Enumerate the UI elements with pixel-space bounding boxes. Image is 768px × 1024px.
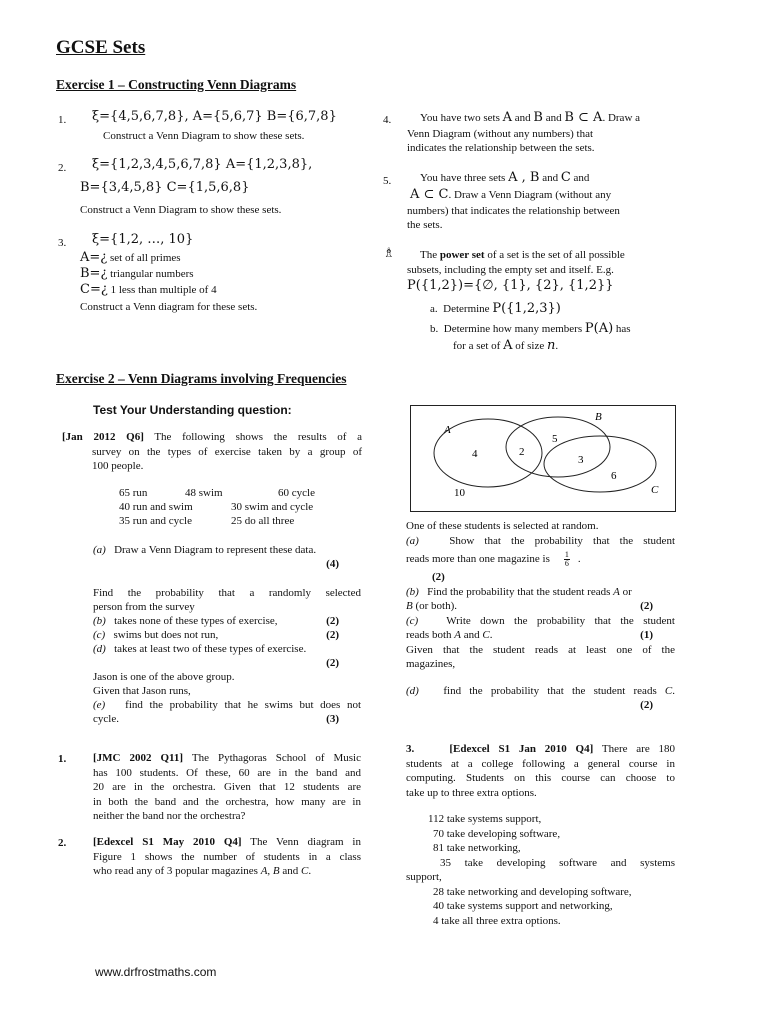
- q4-line2: Venn Diagram (without any numbers) that: [407, 128, 594, 140]
- q6-example-math: P({1,2})={∅, {1}, {2}, {1,2}}: [407, 278, 614, 293]
- ex2-q1-number: 1.: [58, 753, 67, 765]
- list-item: 70 take developing software,: [433, 827, 561, 840]
- venn-frame: [411, 406, 676, 512]
- venn-value-outside: 10: [454, 487, 465, 499]
- q3-line-b: B=¿ triangular numbers: [80, 266, 194, 281]
- q3-math: ξ={1,2, …, 10}: [92, 232, 194, 247]
- q5-line1: You have three sets A , B and C and: [420, 170, 590, 185]
- venn-label-a: A: [444, 424, 451, 436]
- venn-circle-c: [544, 436, 656, 492]
- ex2-q3-text: 3. [Edexcel S1 Jan 2010 Q4] There are 180 students at a college following a general course in computing. Students on this course can choose to take up to three extra options.: [406, 743, 675, 799]
- list-item: 40 take systems support and networking,: [433, 900, 613, 912]
- q2-text: Construct a Venn Diagram to show these sets.: [80, 204, 282, 216]
- ex2-q2-number: 2.: [58, 837, 67, 849]
- page-title: GCSE Sets: [56, 37, 146, 58]
- venn-label-c: C: [651, 484, 659, 496]
- q3-text: Construct a Venn diagram for these sets.: [80, 301, 258, 313]
- bishop-icon: ♗: [383, 245, 395, 260]
- q4-line1: You have two sets A and B and B ⊂ A. Draw a: [420, 110, 641, 125]
- list-item: 81 take networking,: [433, 842, 521, 854]
- q1-math: ξ={4,5,6,7,8}, A={5,6,7} B={6,7,8}: [92, 109, 337, 124]
- q1-text: Construct a Venn Diagram to show these sets.: [103, 130, 305, 142]
- q0-part-a: (a) Draw a Venn Diagram to represent these data. (4): [93, 544, 339, 570]
- venn-value-c-only: 6: [611, 470, 617, 482]
- exercise-2-heading: Exercise 2 – Venn Diagrams involving Frequencies: [56, 371, 347, 386]
- venn-value-ab: 2: [519, 446, 525, 458]
- venn-value-b-only: 5: [552, 433, 558, 445]
- list-item: 35 take developing software and systems: [440, 856, 675, 869]
- q0-intro: [Jan 2012 Q6] The following shows the results of a survey on the types of exercise taken by a group of 100 people.: [62, 431, 362, 472]
- list-item: 4 take all three extra options.: [433, 914, 561, 927]
- q6-line2: subsets, including the empty set and itself. E.g.: [407, 264, 614, 276]
- q2-number: 2.: [58, 162, 67, 174]
- q1-number: 1.: [58, 114, 67, 126]
- footer-url[interactable]: www.drfrostmaths.com: [95, 965, 217, 979]
- ex2-q2-text: [Edexcel S1 May 2010 Q4] The Venn diagram in Figure 1 shows the number of students in a class who read any of 3 popular magazines A, B and C.: [93, 836, 361, 877]
- q5-line2: A ⊂ C. Draw a Venn Diagram (without any: [410, 187, 612, 202]
- venn-diagram: [410, 405, 676, 512]
- q5-number: 5.: [383, 175, 392, 187]
- venn-value-a-only: 4: [472, 448, 478, 460]
- q5-line4: the sets.: [407, 219, 443, 231]
- q5-line3: numbers) that indicates the relationship between: [407, 205, 620, 217]
- tyu-heading: Test Your Understanding question:: [93, 403, 292, 417]
- list-item: 112 take systems support,: [428, 813, 542, 825]
- q4-number: 4.: [383, 114, 392, 126]
- q3-number: 3.: [58, 237, 67, 249]
- q2-math-line2: B={3,4,5,8} C={1,5,6,8}: [80, 180, 250, 195]
- q4-line3: indicates the relationship between the sets.: [407, 142, 595, 154]
- q3-line-c: C=¿ 1 less than multiple of 4: [80, 282, 217, 297]
- exercise-1-heading: Exercise 1 – Constructing Venn Diagrams: [56, 77, 297, 92]
- list-item: 28 take networking and developing software,: [433, 885, 632, 898]
- q2-math-line1: ξ={1,2,3,4,5,6,7,8} A={1,2,3,8},: [92, 157, 313, 172]
- q6-part-b-line2: for a set of A of size n.: [453, 338, 559, 353]
- venn-label-b: B: [595, 411, 602, 423]
- venn-value-bc: 3: [578, 454, 584, 466]
- q2-parts: One of these students is selected at random. (a) Show that the probability that the student reads more than one magazine is 1 6 . (2) (b) Find the probability that the student reads A or B (or both). (2) (c) Write down the probability that the student reads both A and C. (1) Given that the student reads at least one of the magazines, (d) find the probability that the student reads C. (2): [406, 520, 675, 711]
- ex2-q1-text: [JMC 2002 Q11] The Pythagoras School of Music has 100 students. Of these, 60 are in the band and 20 are in the orchestra. Given that 12 students are in both the band and the orchestra, how many are in neither the band nor the orchestra?: [93, 752, 361, 822]
- q6-line1: The power set of a set is the set of all possible: [420, 249, 625, 261]
- q3-line-a: A=¿ set of all primes: [80, 250, 181, 265]
- q6-part-b: b. Determine how many members P(A) has: [430, 321, 631, 336]
- fraction-one-sixth: 1 6: [564, 549, 569, 568]
- list-item: support,: [406, 871, 442, 883]
- q0-stats: 65 run 48 swim 60 cycle 40 run and swim 30 swim and cycle 35 run and cycle 25 do all three: [119, 487, 315, 527]
- ex2-q3-list: [406, 812, 675, 928]
- q6-part-a: a. Determine P({1,2,3}): [430, 301, 561, 316]
- q0-find-block: Find the probability that a randomly selected person from the survey (b) takes none of these types of exercise, (2) (c) swims but does not run, (2) (d) takes at least two of these types of exercise. (2) Jason is one of the above group. Given that Jason runs, (e) find the probability that he swims but does not cycle. (3): [93, 587, 362, 725]
